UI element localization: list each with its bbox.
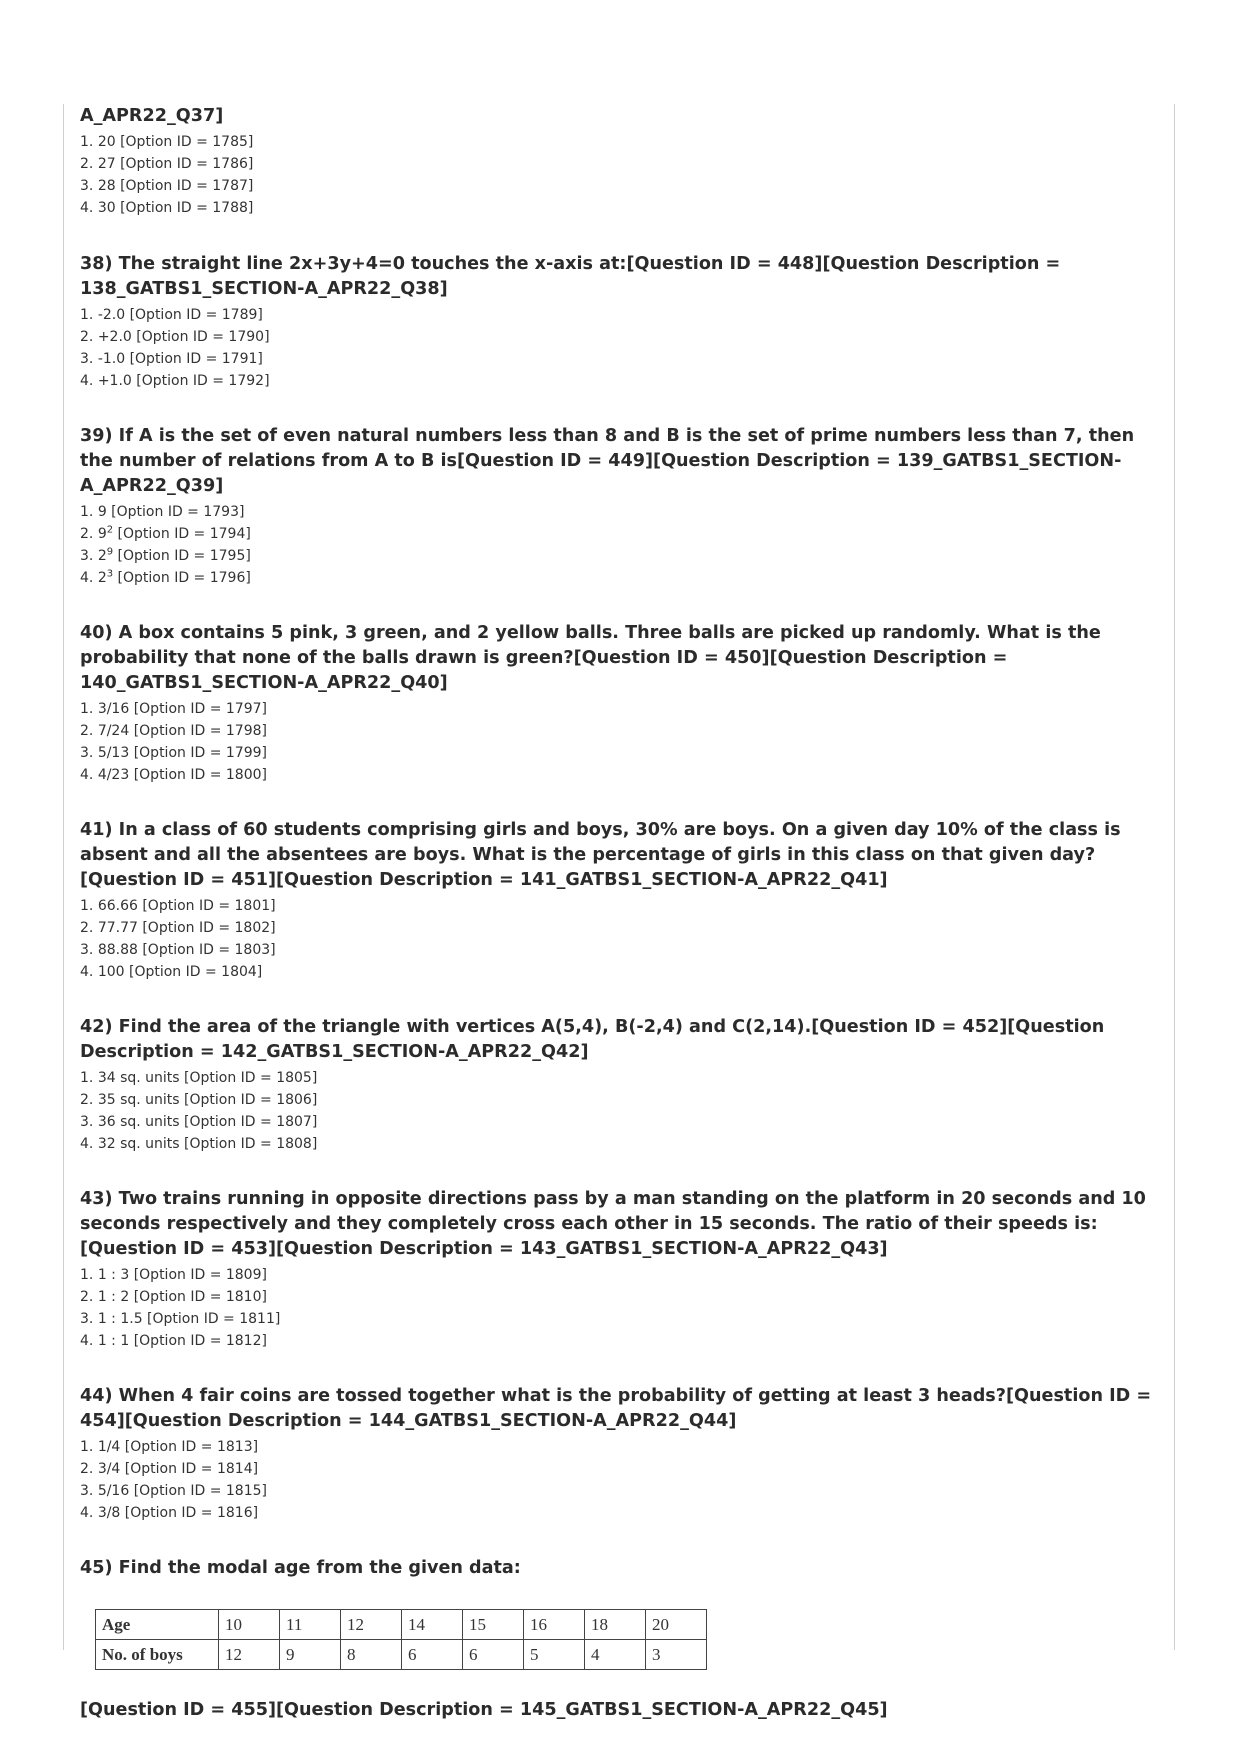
table-cell: 6 (402, 1640, 463, 1670)
question-39-text: 39) If A is the set of even natural numbers less than 8 and B is the set of prime numbers less than 7, then the number of relations from A to B is[Question ID = 449][Question Description = 139_GATBS1_SECTION-A_APR22_Q39] (80, 426, 1135, 496)
option-item[interactable]: 3. 36 sq. units [Option ID = 1807] (80, 1114, 318, 1130)
option-item[interactable]: 1. 3/16 [Option ID = 1797] (80, 701, 267, 717)
question-43 (80, 1187, 1155, 1352)
table-cell: 6 (463, 1640, 524, 1670)
question-42-text: 42) Find the area of the triangle with vertices A(5,4), B(-2,4) and C(2,14).[Question ID = 452][Question Description = 142_GATBS1_SECTION-A_APR22_Q42] (80, 1017, 1105, 1062)
question-40 (80, 621, 1155, 786)
table-cell: 10 (219, 1610, 280, 1640)
question-37-text-tail: A_APR22_Q37] (80, 106, 224, 126)
question-40-options (80, 698, 1155, 786)
question-41-options (80, 895, 1155, 983)
option-item[interactable]: 1. 1 : 3 [Option ID = 1809] (80, 1267, 267, 1283)
question-42 (80, 1015, 1155, 1155)
table-row-label: Age (96, 1610, 219, 1640)
question-43-options (80, 1264, 1155, 1352)
table-cell: 16 (524, 1610, 585, 1640)
question-45-text: 45) Find the modal age from the given data: (80, 1558, 521, 1578)
option-item[interactable]: 4. +1.0 [Option ID = 1792] (80, 373, 270, 389)
option-item[interactable]: 4. 30 [Option ID = 1788] (80, 200, 254, 216)
question-38 (80, 252, 1155, 392)
option-item[interactable]: 3. 5/13 [Option ID = 1799] (80, 745, 267, 761)
table-cell: 4 (585, 1640, 646, 1670)
option-item[interactable]: 3. $2^9$ [Option ID = 1795] (80, 546, 251, 564)
option-item[interactable]: 4. 4/23 [Option ID = 1800] (80, 767, 267, 783)
table-cell: 3 (646, 1640, 707, 1670)
table-cell: 9 (280, 1640, 341, 1670)
table-row-label: No. of boys (96, 1640, 219, 1670)
table-cell: 15 (463, 1610, 524, 1640)
question-42-options (80, 1067, 1155, 1155)
option-item[interactable]: 1. 34 sq. units [Option ID = 1805] (80, 1070, 318, 1086)
table-cell: 12 (341, 1610, 402, 1640)
question-45 (80, 1556, 1155, 1723)
question-43-text: 43) Two trains running in opposite directions pass by a man standing on the platform in 20 seconds and 10 seconds respectively and they completely cross each other in 15 seconds. The ratio of their speeds is:[Question ID = 453][Question Description = 143_GATBS1_SECTION-A_APR22_Q43] (80, 1189, 1146, 1259)
question-45-footer: [Question ID = 455][Question Description = 145_GATBS1_SECTION-A_APR22_Q45] (80, 1700, 888, 1720)
option-item[interactable]: 3. 88.88 [Option ID = 1803] (80, 942, 276, 958)
option-item[interactable]: 2. 27 [Option ID = 1786] (80, 156, 254, 172)
option-item[interactable]: 3. 1 : 1.5 [Option ID = 1811] (80, 1311, 281, 1327)
option-item[interactable]: 3. -1.0 [Option ID = 1791] (80, 351, 263, 367)
question-44-options (80, 1436, 1155, 1524)
table-cell: 5 (524, 1640, 585, 1670)
question-37-options (80, 131, 1155, 219)
option-item[interactable]: 1. 66.66 [Option ID = 1801] (80, 898, 276, 914)
question-37-continuation (80, 104, 1155, 219)
option-item[interactable]: 2. 35 sq. units [Option ID = 1806] (80, 1092, 318, 1108)
table-row (96, 1640, 707, 1670)
table-cell: 12 (219, 1640, 280, 1670)
option-item[interactable]: 4. 32 sq. units [Option ID = 1808] (80, 1136, 318, 1152)
question-39-options (80, 501, 1155, 589)
question-41 (80, 818, 1155, 983)
age-data-table (95, 1609, 707, 1670)
question-40-text: 40) A box contains 5 pink, 3 green, and 2 yellow balls. Three balls are picked up randomly. What is the probability that none of the balls drawn is green?[Question ID = 450][Question Description = 140_GATBS1_SECTION-A_APR22_Q40] (80, 623, 1101, 693)
option-item[interactable]: 4. 3/8 [Option ID = 1816] (80, 1505, 259, 1521)
question-44 (80, 1384, 1155, 1524)
question-38-text: 38) The straight line 2x+3y+4=0 touches the x-axis at:[Question ID = 448][Question Description = 138_GATBS1_SECTION-A_APR22_Q38] (80, 254, 1061, 299)
table-cell: 8 (341, 1640, 402, 1670)
option-item[interactable]: 1. 1/4 [Option ID = 1813] (80, 1439, 259, 1455)
table-row (96, 1610, 707, 1640)
option-item[interactable]: 2. 1 : 2 [Option ID = 1810] (80, 1289, 267, 1305)
option-item[interactable]: 4. $2^3$ [Option ID = 1796] (80, 568, 251, 586)
option-item[interactable]: 2. 3/4 [Option ID = 1814] (80, 1461, 259, 1477)
option-item[interactable]: 3. 5/16 [Option ID = 1815] (80, 1483, 267, 1499)
question-paper (80, 104, 1155, 1723)
option-item[interactable]: 1. 9 [Option ID = 1793] (80, 504, 245, 520)
option-item[interactable]: 2. +2.0 [Option ID = 1790] (80, 329, 270, 345)
table-cell: 11 (280, 1610, 341, 1640)
option-item[interactable]: 2. 7/24 [Option ID = 1798] (80, 723, 267, 739)
option-item[interactable]: 4. 1 : 1 [Option ID = 1812] (80, 1333, 267, 1349)
question-38-options (80, 304, 1155, 392)
question-41-text: 41) In a class of 60 students comprising girls and boys, 30% are boys. On a given day 10% of the class is absent and all the absentees are boys. What is the percentage of girls in this class on that given day?[Question ID = 451][Question Description = 141_GATBS1_SECTION-A_APR22_Q41] (80, 820, 1121, 890)
option-item[interactable]: 1. -2.0 [Option ID = 1789] (80, 307, 263, 323)
option-item[interactable]: 1. 20 [Option ID = 1785] (80, 134, 254, 150)
option-item[interactable]: 3. 28 [Option ID = 1787] (80, 178, 254, 194)
table-cell: 14 (402, 1610, 463, 1640)
table-cell: 20 (646, 1610, 707, 1640)
option-item[interactable]: 2. 77.77 [Option ID = 1802] (80, 920, 276, 936)
option-item[interactable]: 4. 100 [Option ID = 1804] (80, 964, 263, 980)
question-44-text: 44) When 4 fair coins are tossed together what is the probability of getting at least 3 heads?[Question ID = 454][Question Description = 144_GATBS1_SECTION-A_APR22_Q44] (80, 1386, 1152, 1431)
table-cell: 18 (585, 1610, 646, 1640)
option-item[interactable]: 2. $9^2$ [Option ID = 1794] (80, 524, 251, 542)
question-39 (80, 424, 1155, 589)
